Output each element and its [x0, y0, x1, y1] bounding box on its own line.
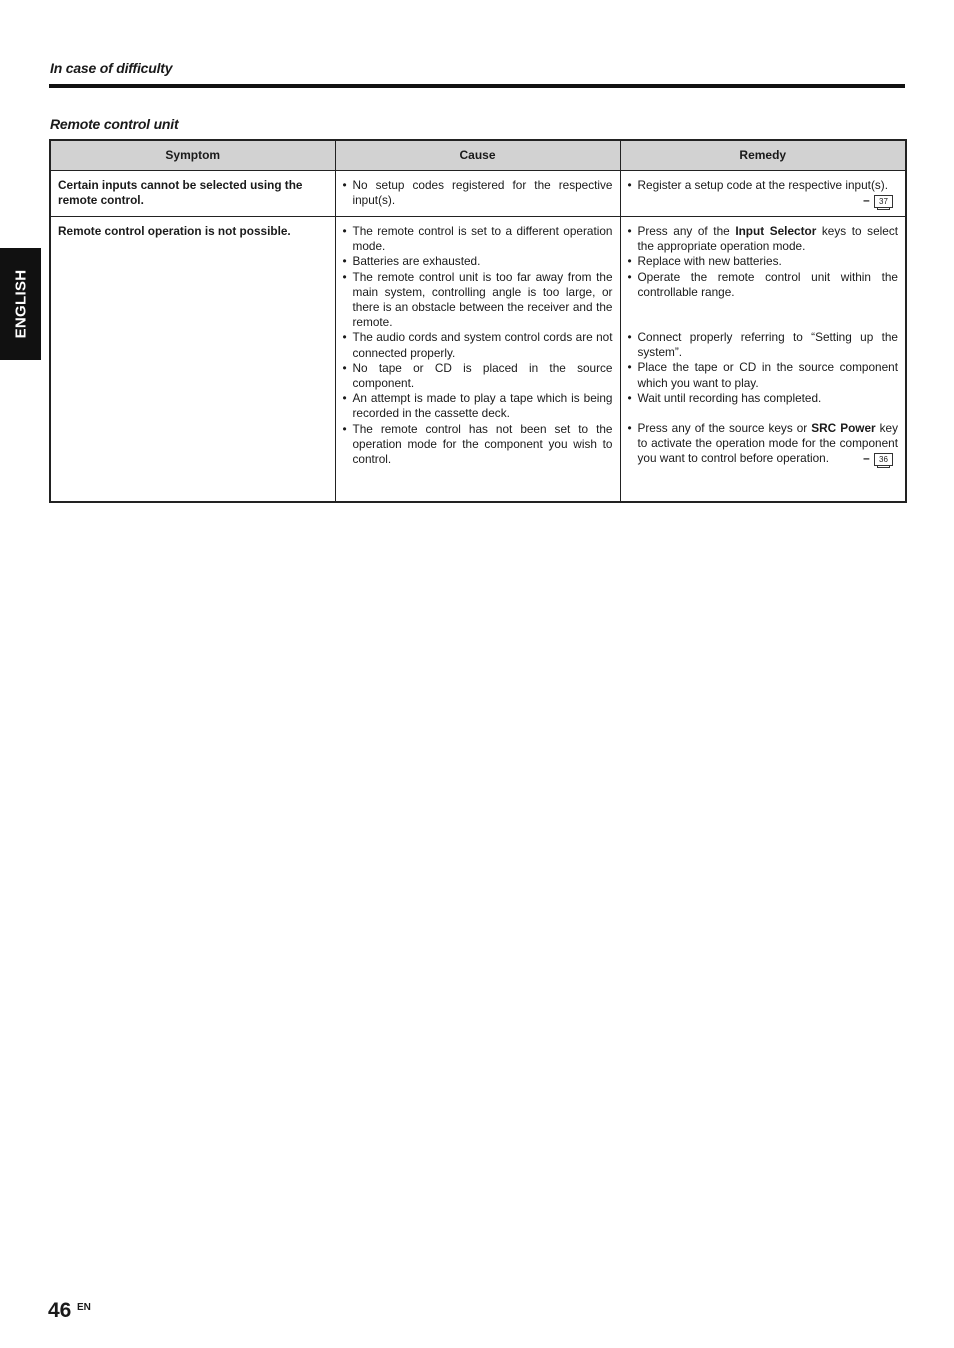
cause-item: • The remote control is set to a different operation mode.	[343, 224, 613, 254]
remedy-text: Register a setup code at the respective input(s).	[637, 178, 888, 192]
remedy-cell	[620, 217, 906, 503]
page-reference: – 36	[863, 451, 898, 466]
remedy-item	[628, 224, 899, 254]
remedy-item	[628, 178, 899, 208]
table-row	[50, 171, 906, 217]
cause-item: • An attempt is made to play a tape which is being recorded in the cassette deck.	[343, 391, 613, 421]
remedy-text: keys to select the appropriate operation mode.	[637, 224, 899, 254]
header-rule	[49, 84, 905, 88]
remedy-text: Press any of the	[637, 224, 736, 238]
language-tab-label: ENGLISH	[12, 269, 29, 339]
reference-page: 36	[879, 454, 888, 464]
remedy-text: Press any of the source keys or	[637, 421, 812, 436]
column-header-remedy: Remedy	[620, 140, 906, 171]
section-title: In case of difficulty	[50, 60, 173, 76]
remedy-cell	[620, 171, 906, 217]
language-tab	[0, 248, 41, 360]
symptom-cell: Remote control operation is not possible.	[50, 217, 335, 503]
column-header-cause: Cause	[335, 140, 620, 171]
column-header-symptom: Symptom	[50, 140, 335, 171]
table-header-row	[50, 140, 906, 171]
cause-item: • Batteries are exhausted.	[343, 254, 613, 269]
cause-item: • The remote control unit is too far away from the main system, controlling angle is too large, or there is an obstacle between the receiver and the remote.	[343, 270, 613, 331]
book-icon	[874, 195, 893, 208]
remedy-item: • Place the tape or CD in the source component which you want to play.	[628, 360, 899, 390]
cause-item: • The remote control has not been set to the operation mode for the component you wish to control.	[343, 422, 613, 468]
remedy-item	[628, 421, 899, 467]
table-row	[50, 217, 906, 503]
cause-item: • No tape or CD is placed in the source component.	[343, 361, 613, 391]
subsection-title: Remote control unit	[50, 116, 179, 132]
page-number: 46	[48, 1299, 72, 1322]
cause-item: • No setup codes registered for the respective input(s).	[343, 178, 613, 208]
remedy-item: • Replace with new batteries.	[628, 254, 899, 269]
symptom-cell: Certain inputs cannot be selected using the remote control.	[50, 171, 335, 217]
cause-cell	[335, 171, 620, 217]
troubleshooting-table	[49, 139, 907, 503]
remedy-text: key to activate the operation mode for the component you want to control before operation.	[637, 421, 898, 466]
book-icon	[874, 453, 893, 466]
remedy-item: • Wait until recording has completed.	[628, 391, 899, 406]
key-name: SRC Power	[811, 421, 876, 436]
cause-item: • The audio cords and system control cords are not connected properly.	[343, 330, 613, 360]
remedy-item: • Connect properly referring to “Setting up the system”.	[628, 330, 899, 360]
page-reference: – 37	[638, 193, 899, 208]
key-name: Input Selector	[735, 224, 817, 238]
page-language-suffix: EN	[77, 1302, 91, 1313]
remedy-item: • Operate the remote control unit within the controllable range.	[628, 270, 899, 300]
cause-cell	[335, 217, 620, 503]
reference-page: 37	[879, 196, 888, 206]
